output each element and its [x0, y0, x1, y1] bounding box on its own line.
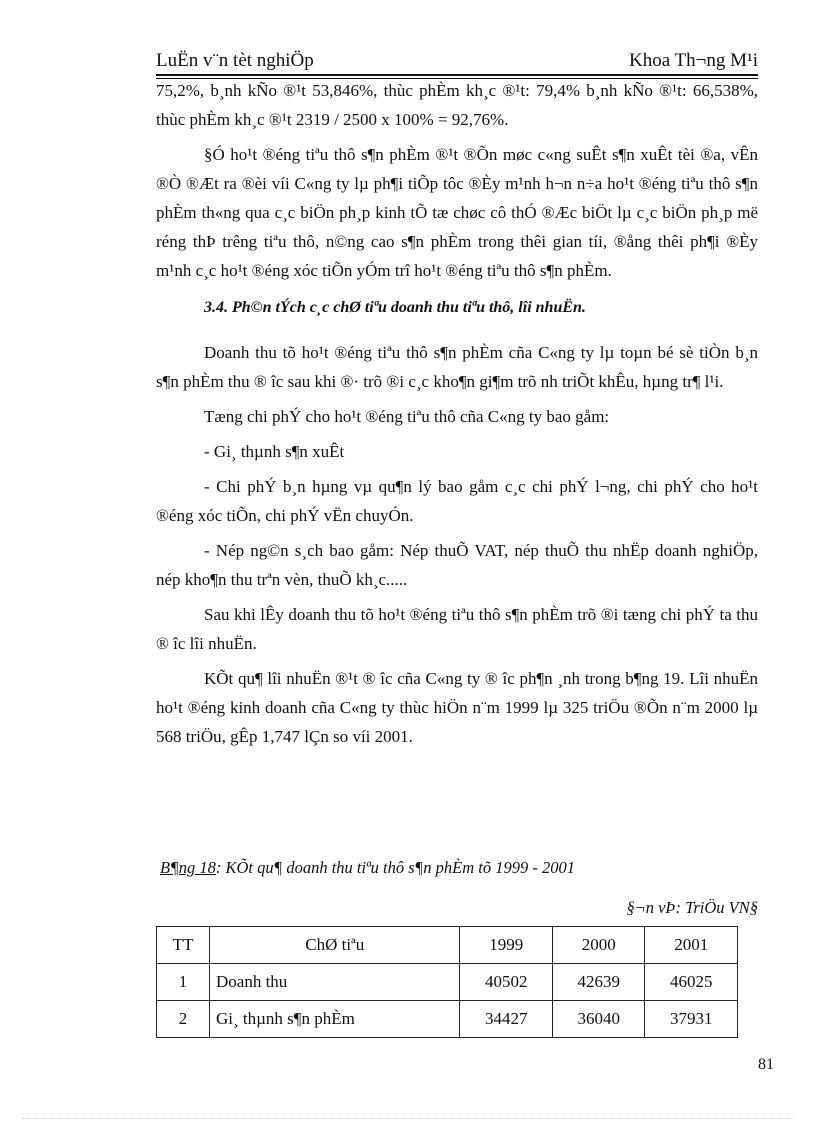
table-caption-text: : KÕt qu¶ doanh thu tiªu thô s¶n phÈm tõ 1999 - 2001: [215, 858, 575, 877]
header-right-title: Khoa Th¬ng M¹i: [628, 50, 758, 71]
paragraph: Doanh thu tõ ho¹t ®éng tiªu thô s¶n phÈm cña C«ng ty lµ toµn bé sè tiÒn b¸n s¶n phÈm thu ® îc sau khi ®· trõ ®i c¸c kho¶n gi¶m trõ nh triÕt khÊu, hµng tr¶ l¹i.: [156, 343, 758, 391]
page-number: 81: [758, 1056, 774, 1073]
list-item: - Nép ng©n s¸ch bao gåm: Nép thuÕ VAT, nép thuÕ thu nhËp doanh nghiÖp, nép kho¶n thu trªn vèn, thuÕ kh¸c.....: [156, 541, 758, 589]
table-row: [157, 964, 738, 1001]
header-cell-indicator: ChØ tiªu: [210, 927, 460, 964]
cell-value: 42639: [552, 964, 645, 1001]
cell-tt: 2: [157, 1001, 210, 1038]
table-caption: [160, 858, 575, 878]
page-bottom-border: [22, 1118, 794, 1119]
list-item: - Chi phÝ b¸n hµng vµ qu¶n lý bao gåm c¸c chi phÝ l¬ng, chi phÝ cho ho¹t ®éng xóc tiÕn, chi phÝ vËn chuyÓn.: [156, 477, 758, 525]
paragraph: KÕt qu¶ lîi nhuËn ®¹t ® îc cña C«ng ty ® îc ph¶n ¸nh trong b¶ng 19. Lîi nhuËn ho¹t ®éng kinh doanh cña C«ng ty thùc hiÖn n¨m 1999 lµ 325 triÖu ®Õn n¨m 2000 lµ 568 triÖu, gÊp 1,747 lÇn so víi 2001.: [156, 669, 758, 746]
table-unit-note: §¬n vÞ: TriÖu VN§: [626, 898, 758, 917]
header-cell-tt: TT: [157, 927, 210, 964]
cell-value: 37931: [645, 1001, 738, 1038]
paragraph-continued: 75,2%, b¸nh kÑo ®¹t 53,846%, thùc phÈm kh¸c ®¹t: 79,4% b¸nh kÑo ®¹t: 66,538%, thùc phÈm kh¸c ®¹t 2319 / 2500 x 100% = 92,76%.: [156, 81, 758, 129]
cell-indicator: Gi¸ thµnh s¶n phÈm: [210, 1001, 460, 1038]
cell-value: 36040: [552, 1001, 645, 1038]
header-cell-1999: 1999: [460, 927, 553, 964]
header-cell-2001: 2001: [645, 927, 738, 964]
body-text: [156, 76, 758, 751]
cell-indicator: Doanh thu: [210, 964, 460, 1001]
paragraph: §Ó ho¹t ®éng tiªu thô s¶n phÈm ®¹t ®Õn møc c«ng suÊt s¶n xuÊt tèi ®a, vÊn ®Ò ®Æt ra ®èi víi C«ng ty lµ ph¶i tiÕp tôc ®Èy m¹nh h¬n n÷a ho¹t ®éng tiªu thô s¶n phÈm th«ng qua c¸c biÖn ph¸p kinh tÕ tæ chøc cô thÓ ®Æc biÖt lµ c¸c biÖn ph¸p më réng thÞ trêng tiªu thô, n©ng cao s¶n phÈm trong thêi gian tíi, ®ång thêi ph¶i ®Èy m¹nh c¸c ho¹t ®éng xóc tiÕn yÓm trî ho¹t ®éng tiªu thô s¶n phÈm.: [156, 145, 758, 280]
table-caption-label: B¶ng 18: [160, 858, 216, 877]
cell-value: 34427: [460, 1001, 553, 1038]
table-row: [157, 1001, 738, 1038]
cell-tt: 1: [157, 964, 210, 1001]
section-heading: 3.4. Ph©n tÝch c¸c chØ tiªu doanh thu tiªu thô, lîi nhuËn.: [204, 299, 586, 316]
table-header-row: [157, 927, 738, 964]
paragraph: Tæng chi phÝ cho ho¹t ®éng tiªu thô cña C«ng ty bao gåm:: [204, 407, 610, 426]
paragraph: Sau khi lÊy doanh thu tõ ho¹t ®éng tiªu thô s¶n phÈm trõ ®i tæng chi phÝ ta thu ® îc lîi nhuËn.: [156, 605, 758, 653]
cell-value: 46025: [645, 964, 738, 1001]
list-item: - Gi¸ thµnh s¶n xuÊt: [204, 442, 345, 461]
revenue-table: [156, 926, 738, 1038]
header-left-title: LuËn v¨n tèt nghiÖp: [156, 50, 314, 71]
header-cell-2000: 2000: [552, 927, 645, 964]
cell-value: 40502: [460, 964, 553, 1001]
